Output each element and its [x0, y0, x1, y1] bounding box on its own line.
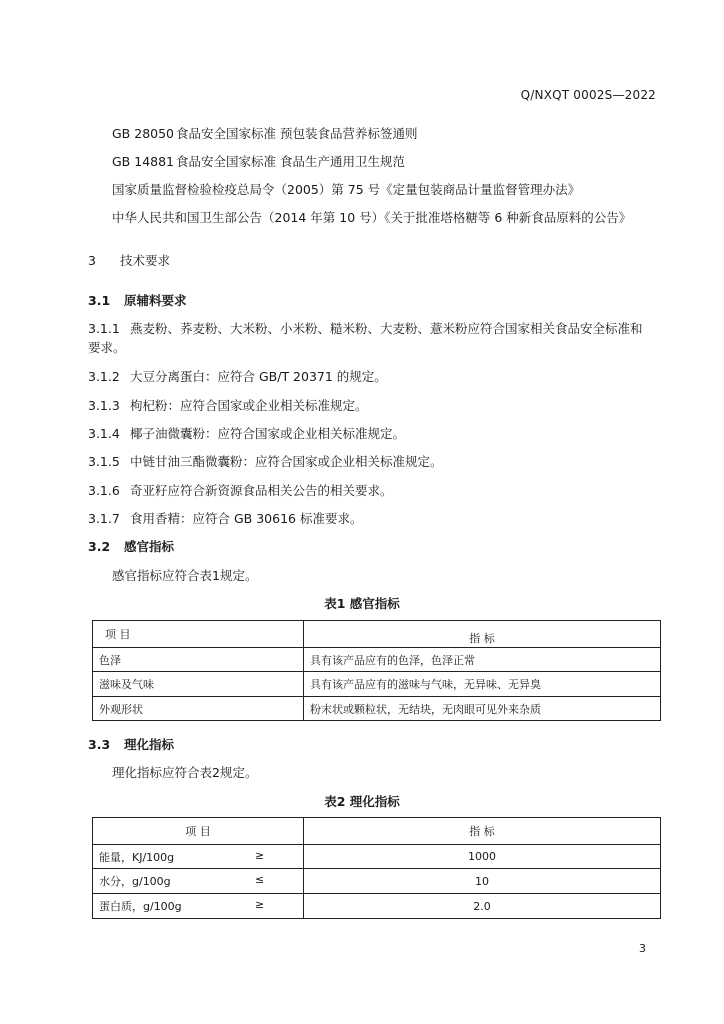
subsection-number: 3.2 [88, 539, 111, 554]
table-cell: 2.0 [304, 894, 661, 919]
subsection-number: 3.3 [88, 737, 111, 752]
requirement-continuation: 要求。 [88, 340, 126, 355]
requirement-item [88, 481, 393, 499]
table-cell: 色泽 [93, 648, 304, 672]
section-number: 3 [88, 253, 96, 268]
reference-item [112, 124, 417, 142]
table-caption: 表1 感官指标 [324, 596, 400, 611]
table-row [93, 672, 661, 697]
table-cell: 10 [304, 869, 661, 894]
requirement-item [88, 367, 387, 385]
requirement-text: 中链甘油三酯微囊粉：应符合国家或企业相关标准规定。 [130, 454, 443, 469]
subsection-heading [88, 291, 187, 309]
requirement-number: 3.1.4 [88, 426, 120, 441]
table-cell [93, 845, 304, 869]
table-row [93, 648, 661, 672]
reference-title: 中华人民共和国卫生部公告（2014 年第 10 号）《关于批准塔格糖等 6 种新食品原料的公告》 [112, 210, 632, 225]
requirement-item [88, 396, 368, 414]
subsection-number: 3.1 [88, 293, 111, 308]
reference-item [112, 208, 631, 226]
comparison-symbol: ≤ [255, 873, 265, 886]
table-cell [93, 869, 304, 894]
subsection-title: 感官指标 [124, 539, 175, 554]
section-heading [88, 251, 170, 269]
requirement-item [88, 452, 443, 470]
table-cell: 粉末状或颗粒状，无结块，无肉眼可见外来杂质 [304, 697, 661, 721]
requirement-text: 椰子油微囊粉：应符合国家或企业相关标准规定。 [130, 426, 406, 441]
reference-title: 食品安全国家标准 食品生产通用卫生规范 [176, 154, 405, 169]
item-label: 能量，KJ/100g [99, 850, 175, 864]
requirement-number: 3.1.6 [88, 483, 120, 498]
table-cell: 具有该产品应有的滋味与气味，无异味、无异臭 [304, 672, 661, 697]
table-cell: 1000 [304, 845, 661, 869]
comparison-symbol: ≥ [255, 848, 265, 862]
table-row [93, 869, 661, 894]
sensory-table [92, 620, 661, 721]
item-label: 水分，g/100g [99, 875, 171, 888]
section-title: 技术要求 [120, 253, 171, 268]
table-header-cell: 项 目 [93, 818, 304, 845]
requirement-text: 枸杞粉：应符合国家或企业相关标准规定。 [130, 398, 368, 413]
requirement-number: 3.1.5 [88, 454, 120, 469]
reference-item [112, 180, 580, 198]
requirement-number: 3.1.7 [88, 511, 120, 526]
table-row [93, 845, 661, 869]
paragraph: 感官指标应符合表1规定。 [112, 568, 258, 583]
table-header-cell: 指 标 [304, 621, 661, 648]
table-row [93, 697, 661, 721]
table-cell [93, 894, 304, 919]
reference-title: 食品安全国家标准 预包装食品营养标签通则 [176, 126, 418, 141]
reference-code: GB 28050 [112, 126, 174, 141]
table-caption: 表2 理化指标 [324, 794, 400, 809]
requirement-number: 3.1.2 [88, 369, 120, 384]
physicochemical-table [92, 817, 661, 919]
table-header-cell: 指 标 [304, 818, 661, 845]
requirement-text: 大豆分离蛋白：应符合 GB/T 20371 的规定。 [130, 369, 387, 384]
item-label: 蛋白质，g/100g [99, 900, 182, 913]
table-cell: 具有该产品应有的色泽，色泽正常 [304, 648, 661, 672]
table-row [93, 894, 661, 919]
table-header-row [93, 818, 661, 845]
table-cell: 滋味及气味 [93, 672, 304, 697]
requirement-item [88, 509, 362, 527]
subsection-title: 理化指标 [124, 737, 175, 752]
requirement-number: 3.1.3 [88, 398, 120, 413]
requirement-number: 3.1.1 [88, 321, 120, 336]
requirement-text: 燕麦粉、荞麦粉、大米粉、小米粉、糙米粉、大麦粉、薏米粉应符合国家相关食品安全标准和 [130, 321, 643, 336]
table-header-row [93, 621, 661, 648]
page-number: 3 [639, 942, 646, 955]
reference-title: 国家质量监督检验检疫总局令（2005）第 75 号《定量包装商品计量监督管理办法》 [112, 182, 581, 197]
reference-code: GB 14881 [112, 154, 174, 169]
requirement-item [88, 424, 405, 442]
document-code: Q/NXQT 0002S—2022 [520, 88, 656, 102]
subsection-heading [88, 735, 174, 753]
requirement-text: 食用香精：应符合 GB 30616 标准要求。 [130, 511, 363, 526]
subsection-heading [88, 537, 174, 555]
comparison-symbol: ≥ [255, 898, 265, 911]
requirement-item [88, 319, 643, 337]
paragraph: 理化指标应符合表2规定。 [112, 765, 258, 780]
requirement-text: 奇亚籽应符合新资源食品相关公告的相关要求。 [130, 483, 393, 498]
reference-item [112, 152, 405, 170]
table-header-cell: 项 目 [93, 621, 304, 648]
subsection-title: 原辅料要求 [124, 293, 187, 308]
table-cell: 外观形状 [93, 697, 304, 721]
